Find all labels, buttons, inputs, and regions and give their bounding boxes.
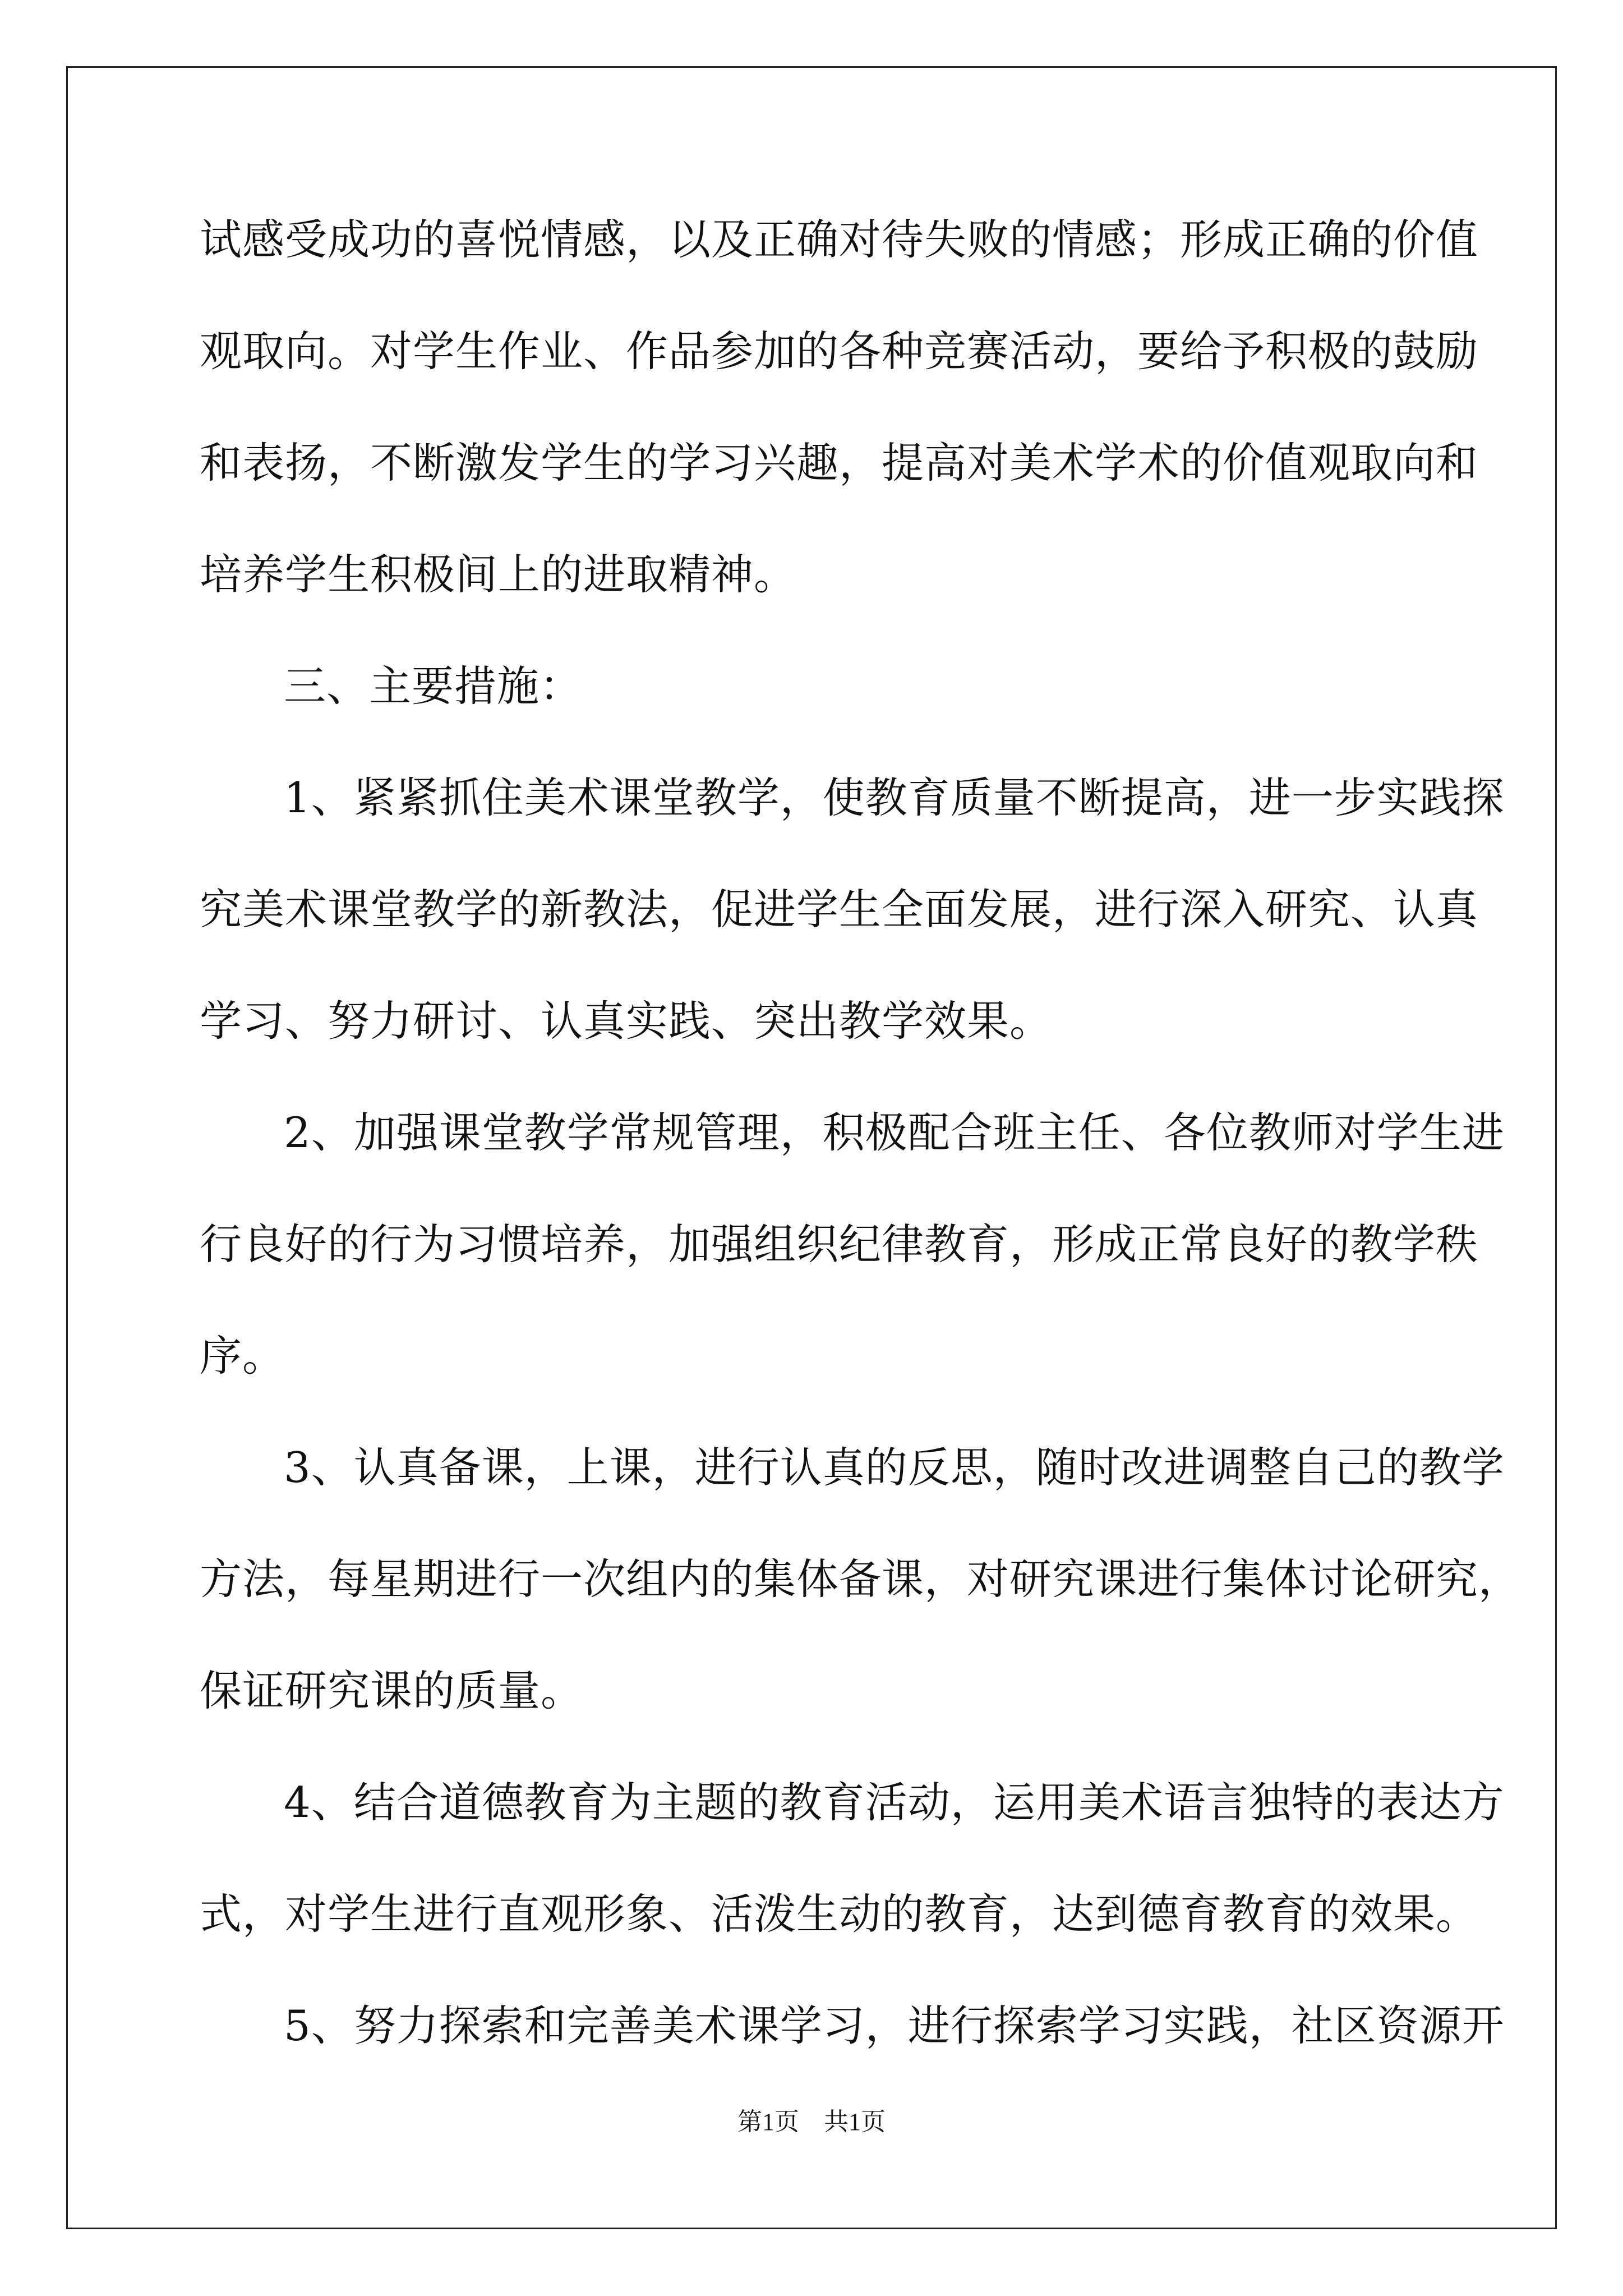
text-line: 试感受成功的喜悦情感，以及正确对待失败的情感；形成正确的价值 bbox=[200, 215, 1479, 264]
text-line: 行良好的行为习惯培养，加强组织纪律教育，形成正常良好的教学秩 bbox=[200, 1220, 1479, 1269]
text-line: 培养学生积极间上的进取精神。 bbox=[200, 550, 797, 599]
text-line: 3、认真备课，上课，进行认真的反思，随时改进调整自己的教学 bbox=[284, 1443, 1505, 1492]
text-line: 4、结合道德教育为主题的教育活动，运用美术语言独特的表达方 bbox=[284, 1778, 1505, 1827]
text-line: 式，对学生进行直观形象、活泼生动的教育，达到德育教育的效果。 bbox=[200, 1889, 1479, 1939]
text-line: 观取向。对学生作业、作品参加的各种竞赛活动，要给予积极的鼓励 bbox=[200, 326, 1479, 376]
section-heading: 三、主要措施： bbox=[284, 661, 583, 711]
page-number: 第1页 共1页 bbox=[737, 2108, 886, 2136]
text-line: 2、加强课堂教学常规管理，积极配合班主任、各位教师对学生进 bbox=[284, 1108, 1505, 1157]
text-line: 保证研究课的质量。 bbox=[200, 1666, 584, 1715]
text-line: 究美术课堂教学的新教法，促进学生全面发展，进行深入研究、认真 bbox=[200, 885, 1479, 934]
text-line: 5、努力探索和完善美术课学习，进行探索学习实践，社区资源开 bbox=[284, 2001, 1505, 2050]
text-line: 学习、努力研讨、认真实践、突出教学效果。 bbox=[200, 996, 1053, 1046]
text-line: 方法，每星期进行一次组内的集体备课，对研究课进行集体讨论研究， bbox=[200, 1554, 1521, 1604]
text-line: 1、紧紧抓住美术课堂教学，使教育质量不断提高，进一步实践探 bbox=[284, 773, 1505, 822]
text-line: 和表扬，不断激发学生的学习兴趣，提高对美术学术的价值观取向和 bbox=[200, 438, 1479, 487]
text-line: 序。 bbox=[200, 1331, 285, 1381]
